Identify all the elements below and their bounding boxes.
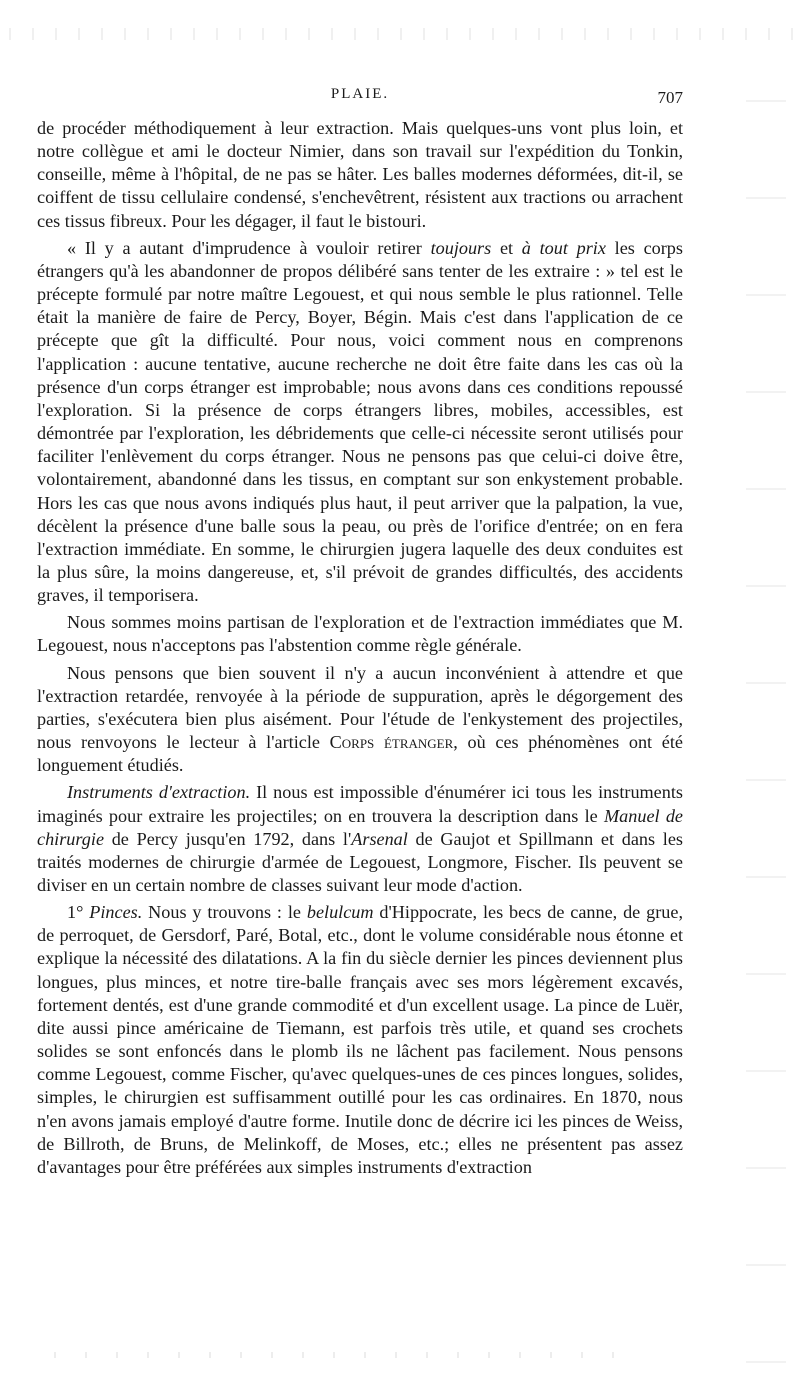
- italic-text: belulcum: [306, 902, 374, 923]
- italic-text: Manuel de chirurgie: [37, 805, 683, 849]
- text-run: , où ces phénomènes ont été longuement étudiés.: [37, 732, 683, 776]
- text-run: de procéder méthodiquement à leur extraction. Mais quelques-uns vont plus loin, et notre collègue et ami le docteur Nimier, dans son travail sur l'expédition du Tonkin, conseille, même à l'hôpital, de ne pas se hâter. Les balles modernes déformées, dit-il, se coiffent de tissu cellulaire condensé, s'enchevêtrent, résistent aux tractions ou arrachent ces tissus fibreux. Pour les dégager, il faut le bistouri.: [37, 118, 683, 231]
- italic-text: Arsenal: [351, 828, 408, 849]
- text-run: et: [491, 237, 522, 258]
- paragraph: [37, 117, 683, 233]
- small-caps-text: Corps étranger: [329, 732, 454, 753]
- text-run: de Percy jusqu'en 1792, dans l': [104, 828, 352, 849]
- book-page: [37, 0, 683, 1380]
- italic-text: à tout prix: [521, 237, 606, 258]
- paragraph: [37, 662, 683, 778]
- italic-text: Instruments d'extraction.: [67, 782, 251, 803]
- running-head: PLAIE.: [330, 86, 390, 102]
- text-run: « Il y a autant d'imprudence à vouloir retirer: [67, 237, 431, 258]
- text-run: 1°: [67, 902, 90, 923]
- italic-text: toujours: [430, 237, 492, 258]
- page-number: 707: [657, 88, 683, 107]
- text-run: Nous y trouvons : le: [142, 902, 307, 923]
- italic-text: Pinces.: [89, 902, 143, 923]
- paragraph: [37, 781, 683, 897]
- body-text: [37, 117, 683, 1179]
- text-run: d'Hippocrate, les becs de canne, de grue, de perroquet, de Gersdorf, Paré, Botal, etc., dont le volume considérable nous étonne et explique la nécessité des dilatations. A la fin du siècle dernier les pinces deviennent plus longues, plus minces, et notre tire-balle français avec ses mors légèrement excavés, fortement dentés, est d'une grande commodité et d'un excellent usage. La pince de Luër, dite aussi pince américaine de Tiemann, est parfois très utile, et quand ses crochets solides se sont enfoncés dans le plomb ils ne lâchent pas facilement. Nous pensons comme Legouest, comme Fischer, qu'avec quelques-unes de ces pinces longues, solides, simples, le chirurgien est suffisamment outillé pour les cas ordinaires. En 1870, nous n'en avons jamais employé d'autre forme. Inutile donc de décrire ici les pinces de Weiss, de Billroth, de Bruns, de Melinkoff, de Moses, etc.; elles ne présentent pas assez d'avantages pour être préférées aux simples instruments d'extraction: [37, 902, 683, 1177]
- paragraph: [37, 237, 683, 608]
- text-run: Nous sommes moins partisan de l'exploration et de l'extraction immédiates que M. Legouest, nous n'acceptons pas l'abstention comme règle générale.: [37, 612, 683, 656]
- scan-noise-right-margin: [746, 60, 786, 1380]
- page-header: [37, 86, 683, 112]
- text-run: de Gaujot et Spillmann et dans les traités modernes de chirurgie d'armée de Legouest, Longmore, Fischer. Ils peuvent se diviser en un certain nombre de classes suivant leur mode d'action.: [37, 828, 683, 895]
- paragraph: [37, 901, 683, 1179]
- text-run: Nous pensons que bien souvent il n'y a aucun inconvénient à attendre et que l'extraction retardée, renvoyée à la période de suppuration, après le dégorgement des parties, s'exécutera bien plus aisément. Pour l'étude de l'enkystement des projectiles, nous renvoyons le lecteur à l'article: [37, 662, 683, 753]
- paragraph: [37, 611, 683, 657]
- text-run: Il nous est impossible d'énumérer ici tous les instruments imaginés pour extraire les projectiles; on en trouvera la description dans le: [37, 782, 683, 826]
- text-run: les corps étrangers qu'à les abandonner de propos délibéré sans tenter de les extraire : » tel est le précepte formulé par notre maître Legouest, et qui nous semble le plus rationnel. Telle était la manière de faire de Percy, Boyer, Bégin. Mais c'est dans l'application de ce précepte que gît la difficulté. Pour nous, voici comment nous en comprenons l'application : aucune tentative, aucune recherche ne doit être faite dans les cas où la présence d'un corps étranger est improbable; nous avons dans ces conditions repoussé l'exploration. Si la présence de corps étrangers libres, mobiles, accessibles, est démontrée par l'exploration, les débridements que celle-ci nécessite seront utilisés pour faciliter l'enlèvement du corps étranger. Nous ne pensons pas que celui-ci doive être, volontairement, abandonné dans les tissus, en comptant sur son enkystement probable. Hors les cas que nous avons indiqués plus haut, il peut arriver que la palpation, la vue, décèlent la présence d'une balle sous la peau, ou près de l'orifice d'entrée; on en fera l'extraction immédiate. En somme, le chirurgien jugera laquelle des deux conduites est la plus sûre, la moins dangereuse, et, s'il prévoit de grandes difficultés, des accidents graves, il temporisera.: [37, 237, 683, 606]
